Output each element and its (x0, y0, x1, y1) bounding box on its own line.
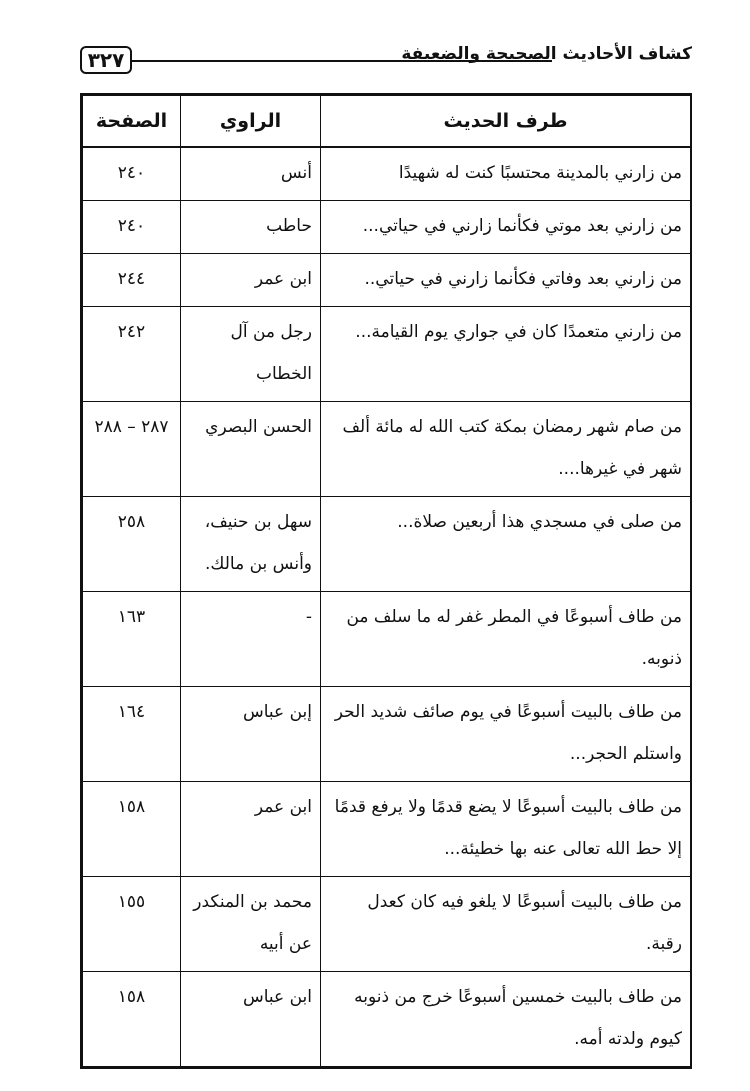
page-cell: ١٥٥ (83, 877, 181, 972)
table-row (83, 592, 691, 687)
table-row (83, 687, 691, 782)
index-table (82, 95, 691, 1067)
narrator-cell: - (181, 592, 321, 687)
narrator-cell: إبن عباس (181, 687, 321, 782)
table-row (83, 972, 691, 1067)
hadith-cell: من زارني بعد موتي فكأنما زارني في حياتي... (321, 201, 691, 254)
narrator-cell: أنس (181, 147, 321, 201)
page-cell: ١٥٨ (83, 972, 181, 1067)
table-row (83, 402, 691, 497)
narrator-cell: محمد بن المنكدر عن أبيه (181, 877, 321, 972)
narrator-cell: ابن عمر (181, 254, 321, 307)
narrator-cell: سهل بن حنيف، وأنس بن مالك. (181, 497, 321, 592)
page-cell: ٢٨٧ – ٢٨٨ (83, 402, 181, 497)
hadith-cell: من طاف أسبوعًا في المطر غفر له ما سلف من ذنوبه. (321, 592, 691, 687)
hadith-cell: من طاف بالبيت أسبوعًا لا يضع قدمًا ولا يرفع قدمًا إلا حط الله تعالى عنه بها خطيئة... (321, 782, 691, 877)
hadith-cell: من زارني متعمدًا كان في جواري يوم القيامة... (321, 307, 691, 402)
table-row (83, 147, 691, 201)
hadith-cell: من صلى في مسجدي هذا أربعين صلاة... (321, 497, 691, 592)
hadith-cell: من زارني بعد وفاتي فكأنما زارني في حياتي.. (321, 254, 691, 307)
page-cell: ١٥٨ (83, 782, 181, 877)
narrator-cell: رجل من آل الخطاب (181, 307, 321, 402)
narrator-cell: ابن عمر (181, 782, 321, 877)
table-row (83, 254, 691, 307)
table-row (83, 877, 691, 972)
narrator-cell: ابن عباس (181, 972, 321, 1067)
hadith-cell: من طاف بالبيت أسبوعًا لا يلغو فيه كان كعدل رقبة. (321, 877, 691, 972)
hadith-cell: من طاف بالبيت أسبوعًا في يوم صائف شديد الحر واستلم الحجر... (321, 687, 691, 782)
hadith-cell: من صام شهر رمضان بمكة كتب الله له مائة ألف شهر في غيرها.... (321, 402, 691, 497)
page-cell: ٢٤٠ (83, 147, 181, 201)
column-header-hadith: طرف الحديث (321, 96, 691, 148)
table-header-row (83, 96, 691, 148)
table-row (83, 782, 691, 877)
column-header-page: الصفحة (83, 96, 181, 148)
narrator-cell: الحسن البصري (181, 402, 321, 497)
hadith-cell: من زارني بالمدينة محتسبًا كنت له شهيدًا (321, 147, 691, 201)
page-number: ٣٢٧ (80, 46, 132, 74)
book-title: كشاف الأحاديث الصحيحة والضعيفة (401, 44, 692, 64)
table-row (83, 307, 691, 402)
page-cell: ٢٤٠ (83, 201, 181, 254)
page-cell: ١٦٣ (83, 592, 181, 687)
column-header-narrator: الراوي (181, 96, 321, 148)
hadith-cell: من طاف بالبيت خمسين أسبوعًا خرج من ذنوبه كيوم ولدته أمه. (321, 972, 691, 1067)
page-cell: ٢٤٤ (83, 254, 181, 307)
page-cell: ٢٤٢ (83, 307, 181, 402)
page-cell: ٢٥٨ (83, 497, 181, 592)
table-row (83, 201, 691, 254)
page-cell: ١٦٤ (83, 687, 181, 782)
narrator-cell: حاطب (181, 201, 321, 254)
running-header (80, 44, 692, 80)
hadith-index-table (80, 93, 692, 1069)
table-row (83, 497, 691, 592)
